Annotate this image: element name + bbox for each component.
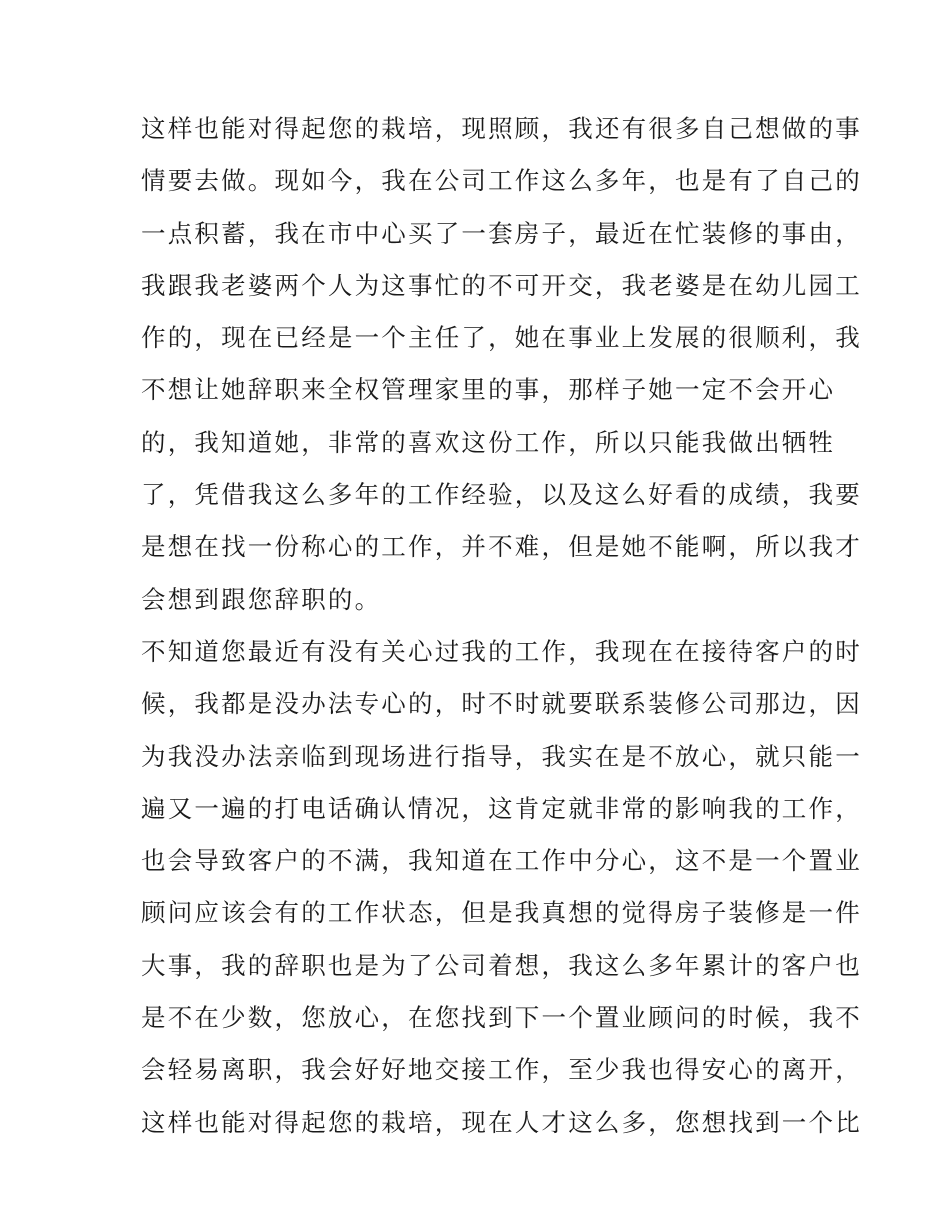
- text-line: 会轻易离职，我会好好地交接工作，至少我也得安心的离开，: [141, 1055, 862, 1085]
- text-line: 顾问应该会有的工作状态，但是我真想的觉得房子装修是一件: [141, 898, 862, 928]
- text-line: 为我没办法亲临到现场进行指导，我实在是不放心，就只能一: [141, 741, 862, 771]
- text-line: 也会导致客户的不满，我知道在工作中分心，这不是一个置业: [141, 846, 862, 876]
- text-line: 不想让她辞职来全权管理家里的事，那样子她一定不会开心: [141, 375, 836, 405]
- document-body: [141, 103, 862, 1149]
- text-line: 这样也能对得起您的栽培，现照顾，我还有很多自己想做的事: [141, 114, 862, 143]
- text-line: 我跟我老婆两个人为这事忙的不可开交，我老婆是在幼儿园工: [141, 270, 862, 300]
- text-line: 候，我都是没办法专心的，时不时就要联系装修公司那边，因: [141, 689, 862, 719]
- text-line: 了，凭借我这么多年的工作经验，以及这么好看的成绩，我要: [141, 480, 862, 510]
- text-line: 不知道您最近有没有关心过我的工作，我现在在接待客户的时: [141, 636, 862, 666]
- text-line: 的，我知道她，非常的喜欢这份工作，所以只能我做出牺牲: [141, 427, 836, 457]
- text-line: 作的，现在已经是一个主任了，她在事业上发展的很顺利，我: [141, 323, 862, 353]
- text-line: 遍又一遍的打电话确认情况，这肯定就非常的影响我的工作，: [141, 793, 862, 823]
- text-line: 大事，我的辞职也是为了公司着想，我这么多年累计的客户也: [141, 950, 862, 980]
- text-line: 情要去做。现如今，我在公司工作这么多年，也是有了自己的: [141, 166, 862, 196]
- text-line: 会想到跟您辞职的。: [141, 584, 382, 614]
- text-line: 是不在少数，您放心，在您找到下一个置业顾问的时候，我不: [141, 1003, 862, 1033]
- text-line: 是想在找一份称心的工作，并不难，但是她不能啊，所以我才: [141, 532, 862, 562]
- text-line: 一点积蓄，我在市中心买了一套房子，最近在忙装修的事由，: [141, 218, 862, 248]
- text-line: 这样也能对得起您的栽培，现在人才这么多，您想找到一个比: [141, 1107, 862, 1137]
